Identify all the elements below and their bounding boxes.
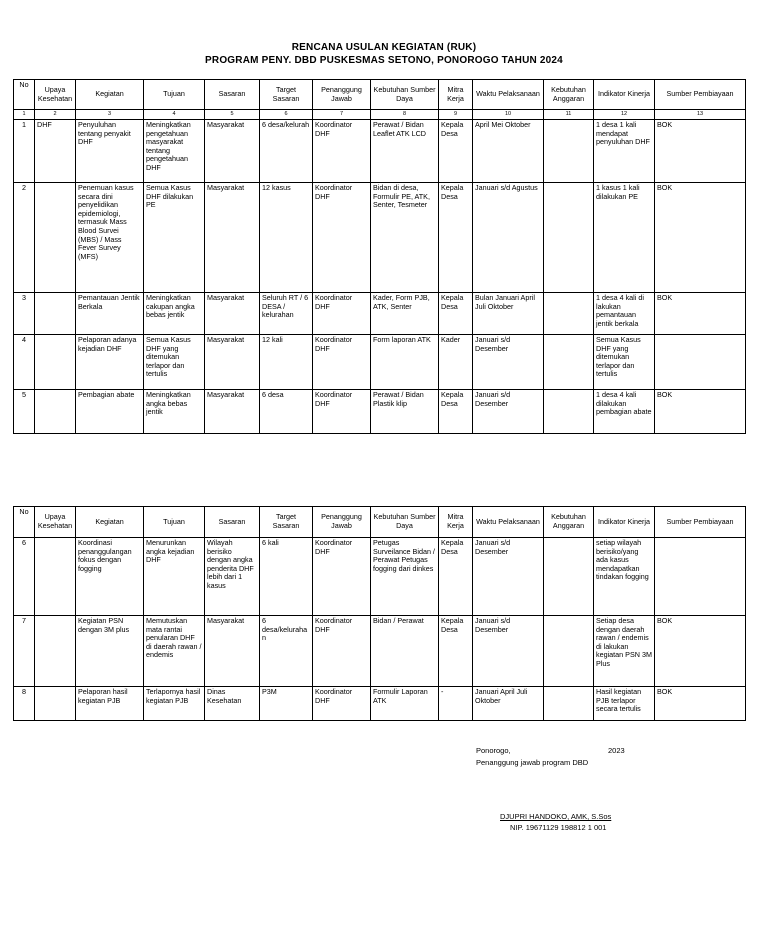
table-cell: 12 kali: [260, 335, 313, 390]
table-cell: Januari s/d Desember: [473, 538, 544, 616]
table-row: [14, 183, 746, 293]
column-number: 10: [473, 110, 544, 120]
column-header: Indikator Kinerja: [594, 80, 655, 110]
table-cell: Seluruh RT / 6 DESA / kelurahan: [260, 293, 313, 335]
column-header: No: [14, 80, 35, 110]
table-cell: Bulan Januari April Juli Oktober: [473, 293, 544, 335]
table-cell: BOK: [655, 390, 746, 434]
document-title: RENCANA USULAN KEGIATAN (RUK): [291, 42, 477, 53]
table-cell: [655, 335, 746, 390]
document-subtitle: PROGRAM PENY. DBD PUSKESMAS SETONO, PONOROGO TAHUN 2024: [205, 55, 563, 66]
column-header: Mitra Kerja: [439, 80, 473, 110]
table-row: [14, 293, 746, 335]
table-cell: [544, 335, 594, 390]
table-cell: Januari April Juli Oktober: [473, 687, 544, 721]
ruk-table-2: [13, 506, 746, 721]
table-cell: -: [439, 687, 473, 721]
table-cell: [35, 687, 76, 721]
table-cell: Koordinator DHF: [313, 293, 371, 335]
table-cell: Pelaporan hasil kegiatan PJB: [76, 687, 144, 721]
table-cell: Pembagian abate: [76, 390, 144, 434]
table-cell: Setiap desa dengan daerah rawan / endemis di lakukan kegiatan PSN 3M Plus: [594, 616, 655, 687]
table-cell: setiap wilayah berisiko/yang ada kasus mendapatkan tindakan fogging: [594, 538, 655, 616]
table-cell: [544, 183, 594, 293]
table-cell: Masyarakat: [205, 120, 260, 183]
table-cell: Perawat / Bidan Plastik klip: [371, 390, 439, 434]
column-header: Waktu Pelaksanaan: [473, 507, 544, 538]
table-cell: Dinas Kesehatan: [205, 687, 260, 721]
table-cell: BOK: [655, 616, 746, 687]
table-cell: Petugas Surveilance Bidan / Perawat Petugas fogging dari dinkes: [371, 538, 439, 616]
table-cell: Hasil kegiatan PJB terlapor secara tertulis: [594, 687, 655, 721]
signature-nip: NIP. 19671129 198812 1 001: [510, 823, 607, 832]
column-header: Target Sasaran: [260, 507, 313, 538]
table-cell: Koordinator DHF: [313, 687, 371, 721]
table-cell: Kegiatan PSN dengan 3M plus: [76, 616, 144, 687]
table-cell: Kepala Desa: [439, 616, 473, 687]
table-cell: Koordinator DHF: [313, 616, 371, 687]
column-header: Tujuan: [144, 80, 205, 110]
column-number: 9: [439, 110, 473, 120]
signature-year: 2023: [608, 746, 625, 755]
table-cell: [544, 687, 594, 721]
table-cell: Form laporan ATK: [371, 335, 439, 390]
table-cell: Koordinasi penanggulangan fokus dengan fogging: [76, 538, 144, 616]
table-cell: Semua Kasus DHF yang ditemukan terlapor dan tertulis: [594, 335, 655, 390]
table-cell: Wilayah berisiko dengan angka penderita DHF lebih dari 1 kasus: [205, 538, 260, 616]
table-cell: 4: [14, 335, 35, 390]
table-cell: Kepala Desa: [439, 120, 473, 183]
table-cell: [35, 183, 76, 293]
column-header: Kebutuhan Sumber Daya: [371, 507, 439, 538]
table-cell: 6: [14, 538, 35, 616]
table-cell: BOK: [655, 293, 746, 335]
column-number: 8: [371, 110, 439, 120]
table-cell: DHF: [35, 120, 76, 183]
column-header: Target Sasaran: [260, 80, 313, 110]
table-cell: Formulir Laporan ATK: [371, 687, 439, 721]
table-cell: Terlapornya hasil kegiatan PJB: [144, 687, 205, 721]
column-header: Upaya Kesehatan: [35, 80, 76, 110]
column-number: 2: [35, 110, 76, 120]
column-header: Kebutuhan Sumber Daya: [371, 80, 439, 110]
table-cell: [35, 538, 76, 616]
table-cell: 6 desa/kelurahan: [260, 616, 313, 687]
table-cell: Januari s/d Desember: [473, 335, 544, 390]
table-cell: 1 desa 4 kali dilakukan pembagian abate: [594, 390, 655, 434]
table-cell: [544, 538, 594, 616]
table-cell: [544, 293, 594, 335]
column-number: 4: [144, 110, 205, 120]
column-header: Tujuan: [144, 507, 205, 538]
table-cell: 12 kasus: [260, 183, 313, 293]
table-cell: Pelaporan adanya kejadian DHF: [76, 335, 144, 390]
table-cell: Meningkatkan angka bebas jentik: [144, 390, 205, 434]
table-cell: Koordinator DHF: [313, 538, 371, 616]
column-number: 13: [655, 110, 746, 120]
table-cell: Bidan di desa, Formulir PE, ATK, Senter, Tesmeter: [371, 183, 439, 293]
column-header: Kebutuhan Anggaran: [544, 80, 594, 110]
table-cell: Kader, Form PJB, ATK, Senter: [371, 293, 439, 335]
table-cell: Koordinator DHF: [313, 335, 371, 390]
table-cell: Januari s/d Agustus: [473, 183, 544, 293]
table-cell: Masyarakat: [205, 616, 260, 687]
table-cell: Masyarakat: [205, 183, 260, 293]
table-cell: Bidan / Perawat: [371, 616, 439, 687]
table-row: [14, 390, 746, 434]
ruk-table-1: [13, 79, 746, 434]
table-cell: [544, 120, 594, 183]
table-cell: Pemantauan Jentik Berkala: [76, 293, 144, 335]
column-header: Sasaran: [205, 80, 260, 110]
column-header: Kegiatan: [76, 507, 144, 538]
column-header: Indikator Kinerja: [594, 507, 655, 538]
column-header: Kegiatan: [76, 80, 144, 110]
table-cell: [35, 293, 76, 335]
table-cell: Masyarakat: [205, 293, 260, 335]
table-cell: 6 desa: [260, 390, 313, 434]
column-header: Sumber Pembiayaan: [655, 80, 746, 110]
column-header: Kebutuhan Anggaran: [544, 507, 594, 538]
table-cell: [35, 390, 76, 434]
column-header: Sumber Pembiayaan: [655, 507, 746, 538]
table-cell: Januari s/d Desember: [473, 616, 544, 687]
table-cell: [544, 616, 594, 687]
column-number: 1: [14, 110, 35, 120]
table-header-row: [14, 507, 746, 538]
table-cell: [35, 335, 76, 390]
column-header: Upaya Kesehatan: [35, 507, 76, 538]
table-cell: Semua Kasus DHF dilakukan PE: [144, 183, 205, 293]
column-header: Mitra Kerja: [439, 507, 473, 538]
table-cell: 2: [14, 183, 35, 293]
column-number: 7: [313, 110, 371, 120]
column-number: 5: [205, 110, 260, 120]
column-number: 3: [76, 110, 144, 120]
table-cell: Kepala Desa: [439, 293, 473, 335]
table-row: [14, 335, 746, 390]
table-cell: BOK: [655, 687, 746, 721]
table-cell: Penemuan kasus secara dini penyelidikan epidemiologi, termasuk Mass Blood Survei (MBS) / Mass Fever Survey (MFS): [76, 183, 144, 293]
table-cell: Meningkatkan pengetahuan masyarakat tentang pengetahuan DHF: [144, 120, 205, 183]
column-number-row: [14, 110, 746, 120]
table-cell: Kepala Desa: [439, 538, 473, 616]
table-cell: 7: [14, 616, 35, 687]
table-cell: Semua Kasus DHF yang ditemukan terlapor dan tertulis: [144, 335, 205, 390]
table-cell: Meningkatkan cakupan angka bebas jentik: [144, 293, 205, 335]
table-cell: 3: [14, 293, 35, 335]
table-cell: Masyarakat: [205, 390, 260, 434]
column-header: No: [14, 507, 35, 538]
column-number: 6: [260, 110, 313, 120]
column-header: Penanggung Jawab: [313, 80, 371, 110]
table-cell: Koordinator DHF: [313, 120, 371, 183]
table-cell: [35, 616, 76, 687]
table-row: [14, 687, 746, 721]
table-cell: Penyuluhan tentang penyakit DHF: [76, 120, 144, 183]
signature-place: Ponorogo,: [476, 746, 511, 755]
table-cell: [544, 390, 594, 434]
table-cell: Perawat / Bidan Leaflet ATK LCD: [371, 120, 439, 183]
table-cell: 8: [14, 687, 35, 721]
table-header-row: [14, 80, 746, 110]
column-header: Penanggung Jawab: [313, 507, 371, 538]
table-cell: BOK: [655, 120, 746, 183]
table-cell: Masyarakat: [205, 335, 260, 390]
table-cell: 6 kali: [260, 538, 313, 616]
table-cell: [655, 538, 746, 616]
table-cell: Januari s/d Desember: [473, 390, 544, 434]
table-row: [14, 616, 746, 687]
table-row: [14, 120, 746, 183]
column-number: 11: [544, 110, 594, 120]
table-cell: Kader: [439, 335, 473, 390]
table-cell: 5: [14, 390, 35, 434]
table-row: [14, 538, 746, 616]
table-cell: Kepala Desa: [439, 183, 473, 293]
table-cell: BOK: [655, 183, 746, 293]
column-header: Sasaran: [205, 507, 260, 538]
column-number: 12: [594, 110, 655, 120]
table-cell: Koordinator DHF: [313, 390, 371, 434]
table-cell: April Mei Oktober: [473, 120, 544, 183]
table-cell: Koordinator DHF: [313, 183, 371, 293]
table-cell: 1 kasus 1 kali dilakukan PE: [594, 183, 655, 293]
table-cell: 1: [14, 120, 35, 183]
table-cell: Memutuskan mata rantai penularan DHF di daerah rawan / endemis: [144, 616, 205, 687]
table-cell: 1 desa 1 kali mendapat penyuluhan DHF: [594, 120, 655, 183]
table-cell: 6 desa/kelurah: [260, 120, 313, 183]
table-cell: 1 desa 4 kali di lakukan pemantauan jentik berkala: [594, 293, 655, 335]
table-cell: Kepala Desa: [439, 390, 473, 434]
column-header: Waktu Pelaksanaan: [473, 80, 544, 110]
signature-role: Penanggung jawab program DBD: [476, 758, 589, 767]
table-cell: P3M: [260, 687, 313, 721]
table-cell: Menurunkan angka kejadian DHF: [144, 538, 205, 616]
signature-name: DJUPRI HANDOKO, AMK, S.Sos: [500, 812, 612, 821]
